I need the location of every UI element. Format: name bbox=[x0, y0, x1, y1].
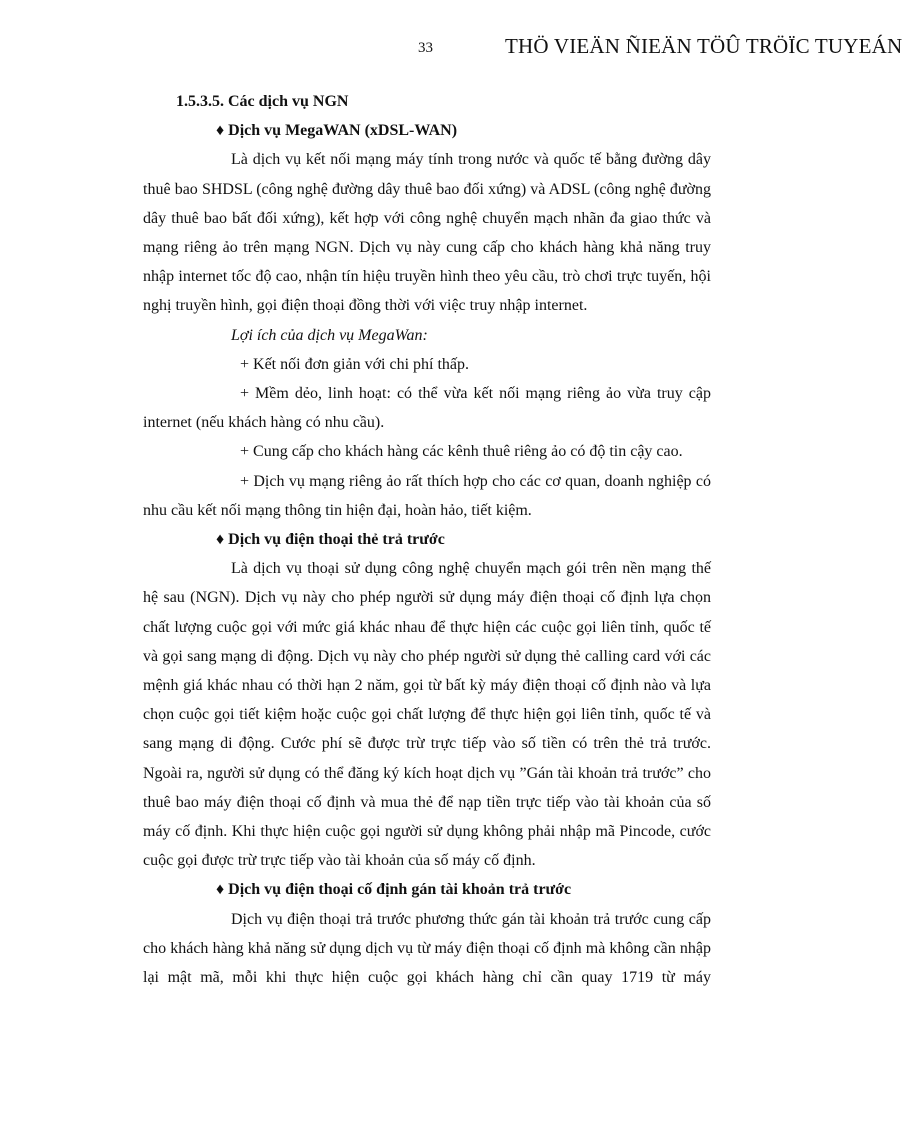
megawan-benefit-item: + Kết nối đơn giản với chi phí thấp. bbox=[240, 355, 470, 373]
megawan-benefits-title: Lợi ích của dịch vụ MegaWan: bbox=[231, 326, 428, 344]
prepaid-phone-heading: ♦ Dịch vụ điện thoại thẻ trả trước bbox=[216, 531, 445, 549]
fixed-prepaid-paragraph: Dịch vụ điện thoại trả trước phương thức gán tài khoản trả trước cung cấp cho khách hàng khả năng sử dụng dịch vụ từ máy điện thoại cố định mà không cần nhập lại mật mã, mỗi khi thực hiện cuộc gọi khách hàng chỉ cần quay 1719 từ máy bbox=[143, 910, 711, 987]
fixed-prepaid-heading: ♦ Dịch vụ điện thoại cố định gán tài khoản trả trước bbox=[216, 881, 572, 899]
megawan-benefit-item: + Mềm dẻo, linh hoạt: có thể vừa kết nối mạng riêng ảo vừa truy cập internet (nếu khách hàng có nhu cầu). bbox=[143, 385, 711, 432]
megawan-benefit-item: + Dịch vụ mạng riêng ảo rất thích hợp cho các cơ quan, doanh nghiệp có nhu cầu kết nối mạng thông tin hiện đại, hoàn hảo, tiết kiệm. bbox=[143, 472, 711, 519]
page-content bbox=[143, 87, 711, 992]
megawan-paragraph: Là dịch vụ kết nối mạng máy tính trong nước và quốc tế bằng đường dây thuê bao SHDSL (công nghệ đường dây thuê bao đối xứng) và ADSL (công nghệ đường dây thuê bao bất đối xứng), kết hợp với công nghệ chuyển mạch nhãn đa giao thức và mạng riêng ảo trên mạng NGN. Dịch vụ này cung cấp cho khách hàng khả năng truy nhập internet tốc độ cao, nhận tín hiệu truyền hình theo yêu cầu, trò chơi trực tuyến, hội nghị truyền hình, gọi điện thoại đồng thời với việc truy nhập internet. bbox=[143, 151, 711, 315]
section-title: 1.5.3.5. Các dịch vụ NGN bbox=[176, 93, 349, 110]
megawan-heading: ♦ Dịch vụ MegaWAN (xDSL-WAN) bbox=[216, 122, 458, 140]
page-number: 33 bbox=[418, 40, 433, 56]
running-title: THÖ VIEÄN ÑIEÄN TÖÛ TRÖÏC TUYEÁN bbox=[505, 34, 902, 58]
megawan-benefit-item: + Cung cấp cho khách hàng các kênh thuê riêng ảo có độ tin cậy cao. bbox=[240, 443, 683, 461]
prepaid-phone-paragraph: Là dịch vụ thoại sử dụng công nghệ chuyển mạch gói trên nền mạng thế hệ sau (NGN). Dịch vụ này cho phép người sử dụng máy điện thoại cố định lựa chọn chất lượng cuộc gọi với mức giá khác nhau để thực hiện các cuộc gọi liên tỉnh, quốc tế và gọi sang mạng di động. Dịch vụ này cho phép người sử dụng thẻ calling card với các mệnh giá khác nhau có thời hạn 2 năm, gọi từ bất kỳ máy điện thoại cố định nào và lựa chọn cuộc gọi tiết kiệm hoặc cuộc gọi chất lượng để thực hiện gọi liên tỉnh, quốc tế và sang mạng di động. Cước phí sẽ được trừ trực tiếp vào số tiền có trên thẻ trả trước. Ngoài ra, người sử dụng có thể đăng ký kích hoạt dịch vụ ”Gán tài khoản trả trước” cho thuê bao máy điện thoại cố định và mua thẻ để nạp tiền trực tiếp vào tài khoản của số máy cố định. Khi thực hiện cuộc gọi người sử dụng không phải nhập mã Pincode, cước cuộc gọi được trừ trực tiếp vào tài khoản của số máy cố định. bbox=[143, 560, 711, 870]
page-header bbox=[0, 34, 902, 64]
